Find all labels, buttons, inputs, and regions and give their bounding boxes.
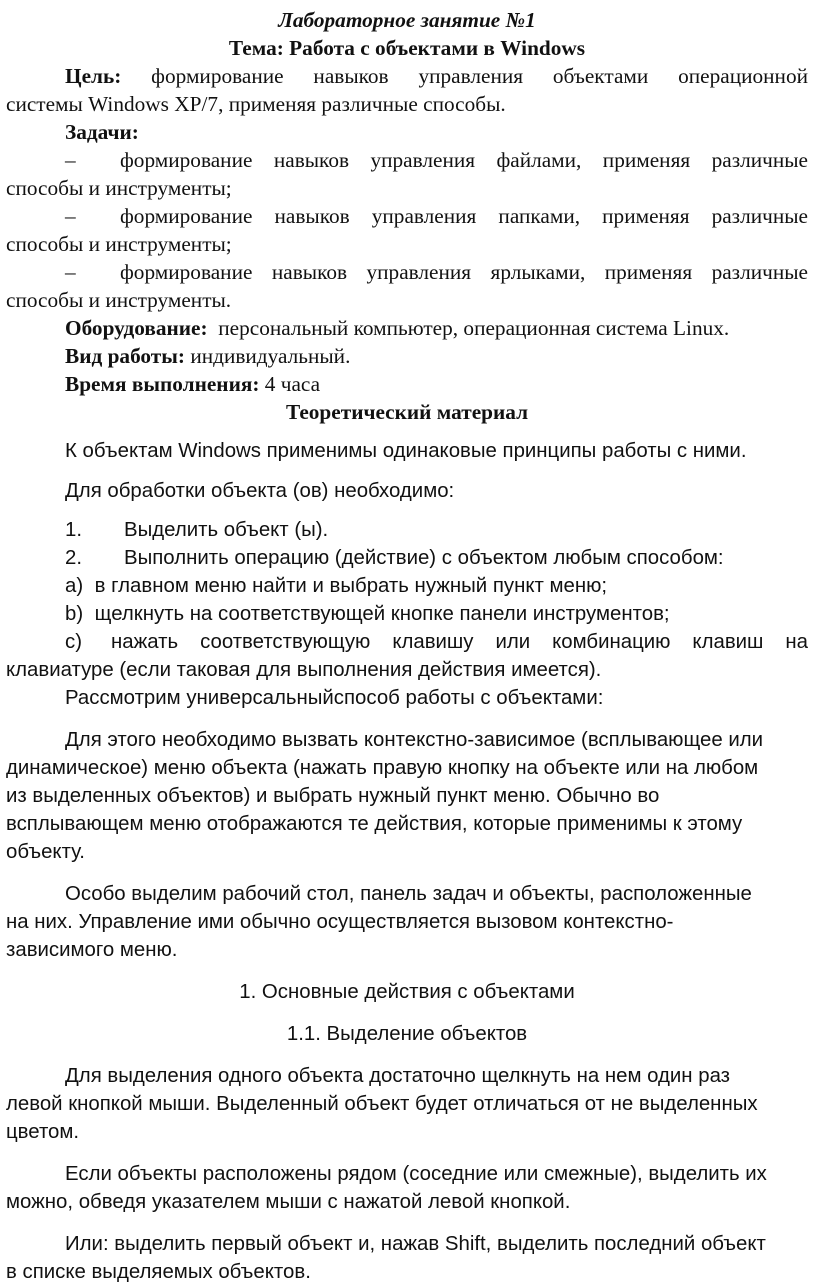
sub-step-a: a) в главном меню найти и выбрать нужный пункт меню;	[65, 575, 608, 597]
step-1: 1. Выделить объект (ы).	[65, 519, 329, 541]
work-type-line: Вид работы: индивидуальный.	[65, 344, 351, 368]
goal-line-1: Цель: формирование навыков управления объектами операционной	[65, 64, 808, 88]
task-item-1-line-2: способы и инструменты;	[6, 176, 232, 200]
tasks-label: Задачи:	[65, 120, 139, 144]
task-item-3-line-2: способы и инструменты.	[6, 288, 232, 312]
step-2: 2. Выполнить операцию (действие) с объектом любым способом:	[65, 547, 724, 569]
sub-step-b: b) щелкнуть на соответствующей кнопке панели инструментов;	[65, 603, 670, 625]
task-item-3-line-1: – формирование навыков управления ярлыками, применяя различные	[65, 260, 808, 284]
sub-step-c-line-1: c) нажать соответствующую клавишу или комбинацию клавиш на	[65, 631, 808, 653]
theory-paragraph-8: Или: выделить первый объект и, нажав Shift, выделить последний объект в списке выделяемых объектов.	[6, 1233, 766, 1283]
goal-label: Цель:	[65, 64, 122, 88]
theory-paragraph-1: К объектам Windows применимы одинаковые принципы работы с ними.	[65, 440, 747, 462]
theory-paragraph-3: Рассмотрим универсальныйспособ работы с объектами:	[65, 687, 604, 709]
duration-line: Время выполнения: 4 часа	[65, 372, 321, 396]
task-item-1-line-1: – формирование навыков управления файлами, применяя различные	[65, 148, 808, 172]
theory-paragraph-2: Для обработки объекта (ов) необходимо:	[65, 480, 455, 502]
document-topic: Тема: Работа с объектами в Windows	[228, 36, 586, 60]
theory-paragraph-6: Для выделения одного объекта достаточно щелкнуть на нем один раз левой кнопкой мыши. Выделенный объект будет отличаться от не выделенных цветом.	[6, 1065, 758, 1143]
sub-step-c-line-2: клавиатуре (если таковая для выполнения действия имеется).	[6, 659, 602, 681]
task-item-2-line-2: способы и инструменты;	[6, 232, 232, 256]
section-1-1-heading: 1.1. Выделение объектов	[286, 1023, 528, 1045]
section-1-heading: 1. Основные действия с объектами	[239, 981, 575, 1003]
theory-paragraph-4: Для этого необходимо вызвать контекстно-зависимое (всплывающее или динамическое) меню объекта (нажать правую кнопку на объекте или на любом из выделенных объектов) и выбрать нужный пункт меню. Обычно во всплывающем меню отображаются те действия, которые применимы к этому объекту.	[6, 729, 764, 863]
document-title: Лабораторное занятие №1	[278, 8, 536, 32]
task-item-2-line-1: – формирование навыков управления папками, применяя различные	[65, 204, 808, 228]
theory-paragraph-7: Если объекты расположены рядом (соседние или смежные), выделить их можно, обведя указателем мыши с нажатой левой кнопкой.	[6, 1163, 767, 1213]
theory-heading: Теоретический материал	[285, 400, 529, 424]
goal-line-2: системы Windows XP/7, применяя различные способы.	[6, 92, 506, 116]
equipment-line: Оборудование: персональный компьютер, операционная система Linux.	[65, 316, 730, 340]
theory-paragraph-5: Особо выделим рабочий стол, панель задач и объекты, расположенные на них. Управление ими обычно осуществляется вызовом контекстно- зависимого меню.	[6, 883, 752, 961]
